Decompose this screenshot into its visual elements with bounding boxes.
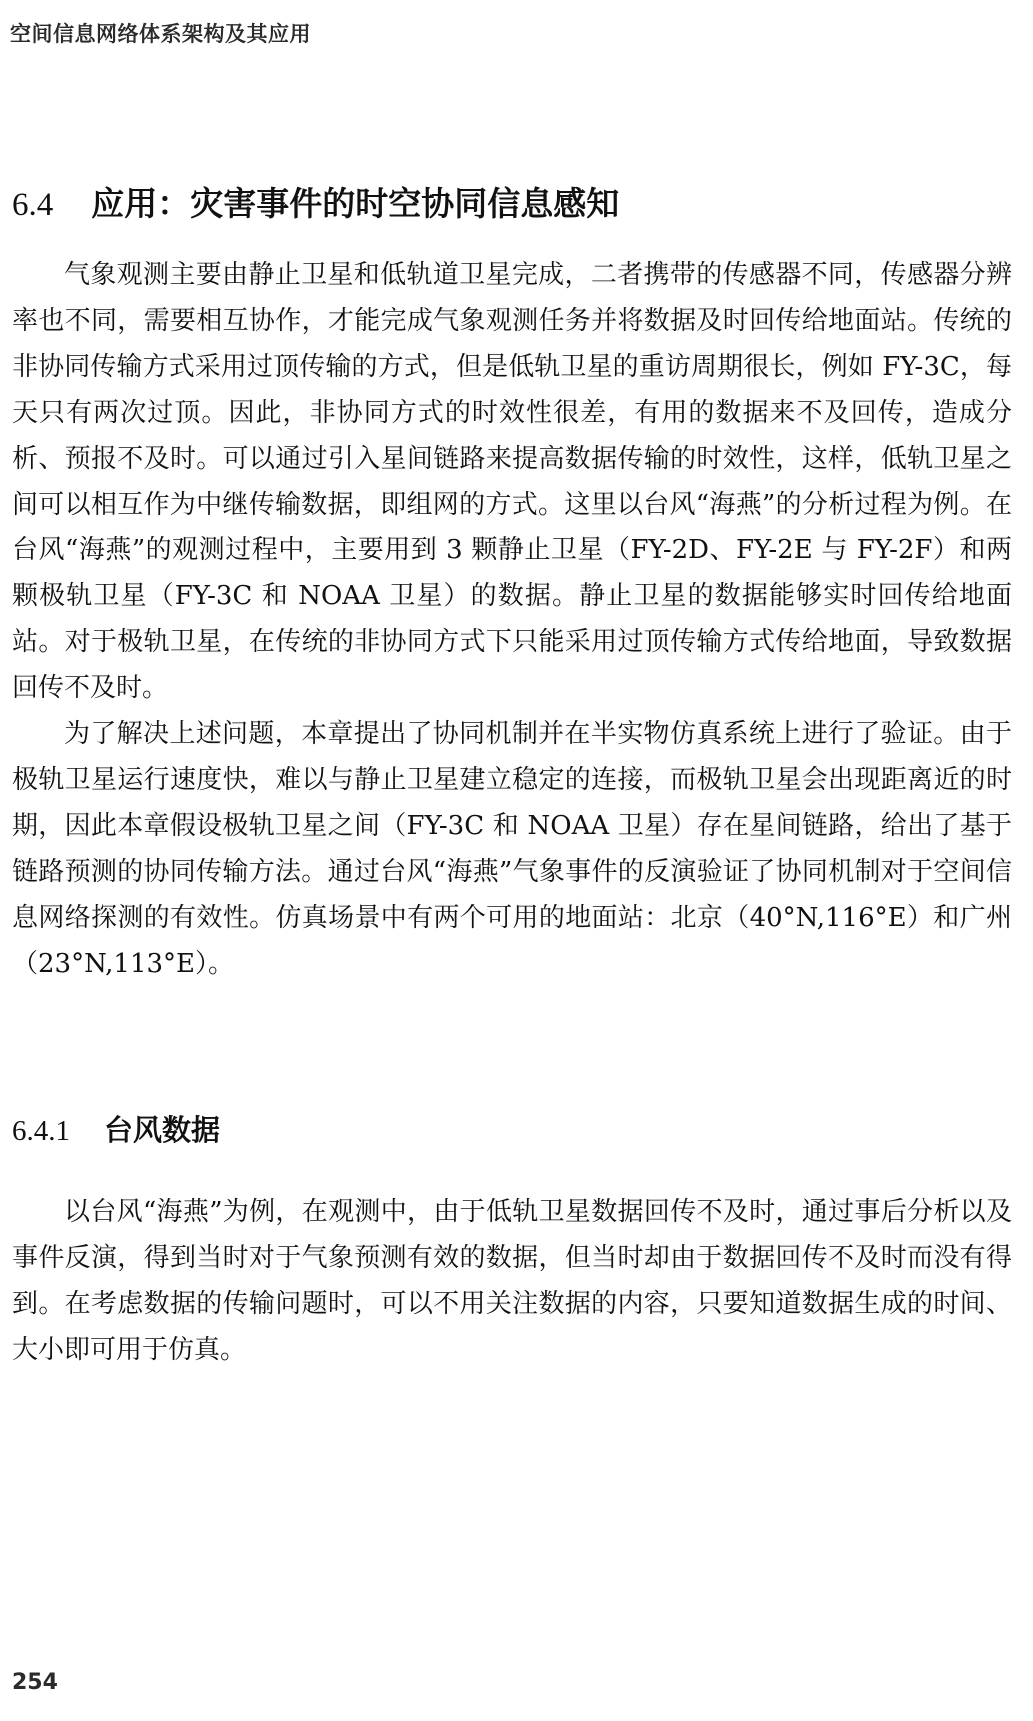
paragraph: 以台风“海燕”为例，在观测中，由于低轨卫星数据回传不及时，通过事后分析以及事件反演，得到当时对于气象预测有效的数据，但当时却由于数据回传不及时而没有得到。在考虑数据的传输问题时，可以不用关注数据的内容，只要知道数据生成的时间、大小即可用于仿真。 (12, 1197, 1012, 1365)
section-heading (12, 178, 619, 225)
subsection-heading (12, 1108, 220, 1149)
section-number: 6.4 (12, 187, 54, 223)
running-header: 空间信息网络体系架构及其应用 (10, 22, 311, 46)
subsection-number: 6.4.1 (12, 1115, 70, 1147)
subsection-body (12, 1190, 1012, 1374)
paragraph: 为了解决上述问题，本章提出了协同机制并在半实物仿真系统上进行了验证。由于极轨卫星运行速度快，难以与静止卫星建立稳定的连接，而极轨卫星会出现距离近的时期，因此本章假设极轨卫星之间（FY-3C 和 NOAA 卫星）存在星间链路，给出了基于链路预测的协同传输方法。通过台风“海燕”气象事件的反演验证了协同机制对于空间信息网络探测的有效性。仿真场景中有两个可用的地面站：北京（40°N,116°E）和广州（23°N,113°E）。 (12, 719, 1012, 979)
section-body (12, 253, 1012, 988)
subsection-title: 台风数据 (104, 1113, 221, 1147)
paragraph: 气象观测主要由静止卫星和低轨道卫星完成，二者携带的传感器不同，传感器分辨率也不同，需要相互协作，才能完成气象观测任务并将数据及时回传给地面站。传统的非协同传输方式采用过顶传输的方式，但是低轨卫星的重访周期很长，例如 FY-3C，每天只有两次过顶。因此，非协同方式的时效性很差，有用的数据来不及回传，造成分析、预报不及时。可以通过引入星间链路来提高数据传输的时效性，这样，低轨卫星之间可以相互作为中继传输数据，即组网的方式。这里以台风“海燕”的分析过程为例。在台风“海燕”的观测过程中，主要用到 3 颗静止卫星（FY-2D、FY-2E 与 FY-2F）和两颗极轨卫星（FY-3C 和 NOAA 卫星）的数据。静止卫星的数据能够实时回传给地面站。对于极轨卫星，在传统的非协同方式下只能采用过顶传输方式传给地面，导致数据回传不及时。 (12, 260, 1012, 704)
section-title: 应用：灾害事件的时空协同信息感知 (91, 184, 620, 223)
page-number: 254 (12, 1670, 58, 1695)
